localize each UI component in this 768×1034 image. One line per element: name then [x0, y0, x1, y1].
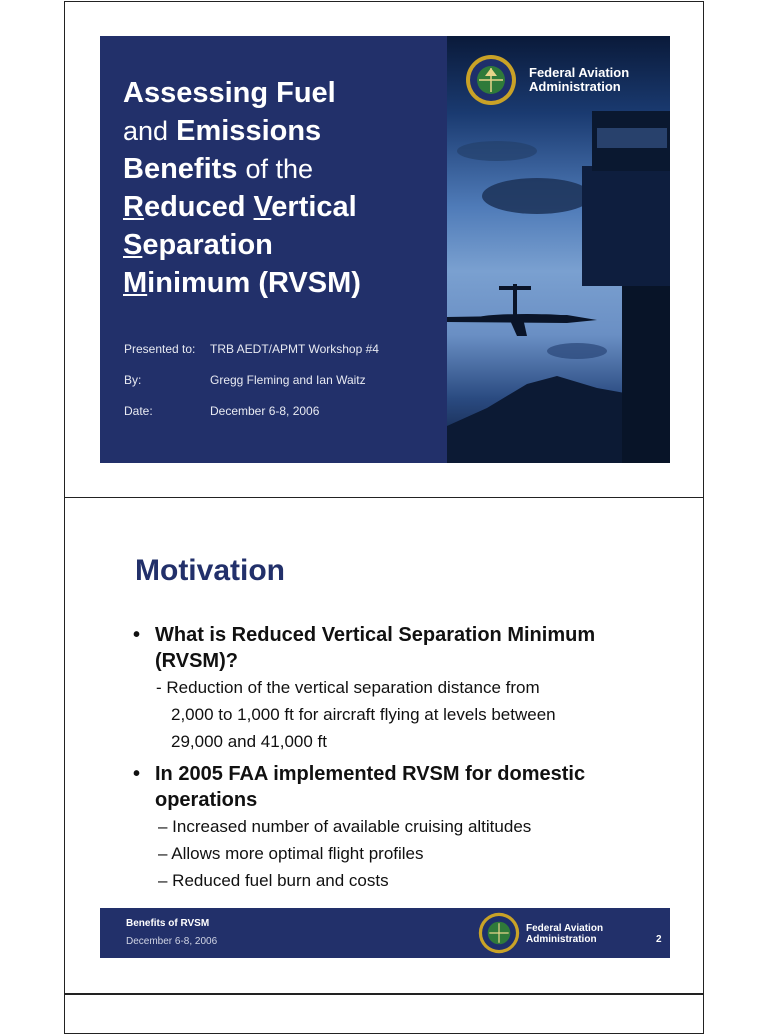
- footer-faa-name: [526, 923, 603, 945]
- title-panel: [100, 36, 447, 463]
- faa-name-line-1: Federal Aviation: [529, 65, 630, 80]
- faa-name: [529, 66, 629, 94]
- sub-list: [158, 813, 673, 894]
- meta-value: Gregg Fleming and Ian Waitz: [210, 373, 366, 387]
- page-number: 2: [656, 934, 662, 945]
- slide-page-2: [64, 497, 704, 994]
- photo-panel: [447, 36, 670, 463]
- bullet-text: In 2005 FAA implemented RVSM for domestic operations: [155, 763, 586, 811]
- airplane-silhouette: [447, 284, 597, 336]
- sub-item: – Reduced fuel burn and costs: [158, 871, 389, 890]
- meta-row: [124, 373, 379, 404]
- title-word-educed: educed: [143, 191, 246, 223]
- title-word-of-the: of the: [245, 154, 314, 184]
- bullet-item: • In 2005 FAA implemented RVSM for domestic operations: [133, 761, 673, 813]
- sub-item: – Increased number of available cruising altitudes: [158, 817, 532, 836]
- slide-body: [133, 622, 673, 894]
- faa-name-line-2: Administration: [529, 79, 621, 94]
- slide-title: [123, 74, 443, 302]
- faa-seal-icon: [478, 912, 520, 954]
- meta-key: Date:: [124, 404, 153, 418]
- sub-line: - Reduction of the vertical separation distance from: [156, 678, 540, 697]
- slide-page-1: [64, 1, 704, 498]
- footer-date: December 6-8, 2006: [126, 936, 218, 947]
- sub-line: 29,000 and 41,000 ft: [171, 732, 327, 751]
- footer-title: Benefits of RVSM: [126, 918, 210, 929]
- title-letter-v: V: [253, 191, 272, 223]
- slide-heading: Motivation: [135, 554, 285, 587]
- bullet-item: • What is Reduced Vertical Separation Minimum (RVSM)?: [133, 622, 673, 674]
- title-word-inimum: inimum (RVSM): [147, 267, 361, 299]
- title-letter-s: S: [123, 229, 143, 261]
- title-word-and: and: [123, 116, 169, 146]
- footer-faa-line-2: Administration: [526, 934, 597, 945]
- meta-value: December 6-8, 2006: [210, 404, 320, 418]
- sub-line: 2,000 to 1,000 ft for aircraft flying at levels between: [171, 705, 556, 724]
- title-letter-r: R: [123, 191, 144, 223]
- title-line-1: Assessing Fuel: [123, 77, 336, 109]
- title-word-ertical: ertical: [271, 191, 357, 223]
- title-slide: [100, 36, 670, 463]
- sub-item: [156, 674, 673, 755]
- title-letter-m: M: [123, 267, 148, 299]
- title-word-emissions: Emissions: [176, 115, 322, 147]
- meta-value: TRB AEDT/APMT Workshop #4: [210, 342, 379, 356]
- meta-key: Presented to:: [124, 342, 196, 356]
- title-word-eparation: eparation: [142, 229, 273, 261]
- title-word-benefits: Benefits: [123, 153, 238, 185]
- footer-faa-line-1: Federal Aviation: [526, 923, 604, 934]
- sub-item: – Allows more optimal flight profiles: [158, 844, 424, 863]
- faa-seal-icon: [465, 54, 517, 106]
- meta-row: [124, 342, 379, 373]
- slide-footer: [100, 908, 670, 958]
- meta-row: [124, 404, 379, 435]
- slide-page-3: [64, 994, 704, 1034]
- presentation-meta: [124, 342, 379, 435]
- meta-key: By:: [124, 373, 142, 387]
- bullet-text: What is Reduced Vertical Separation Minimum (RVSM)?: [155, 624, 596, 672]
